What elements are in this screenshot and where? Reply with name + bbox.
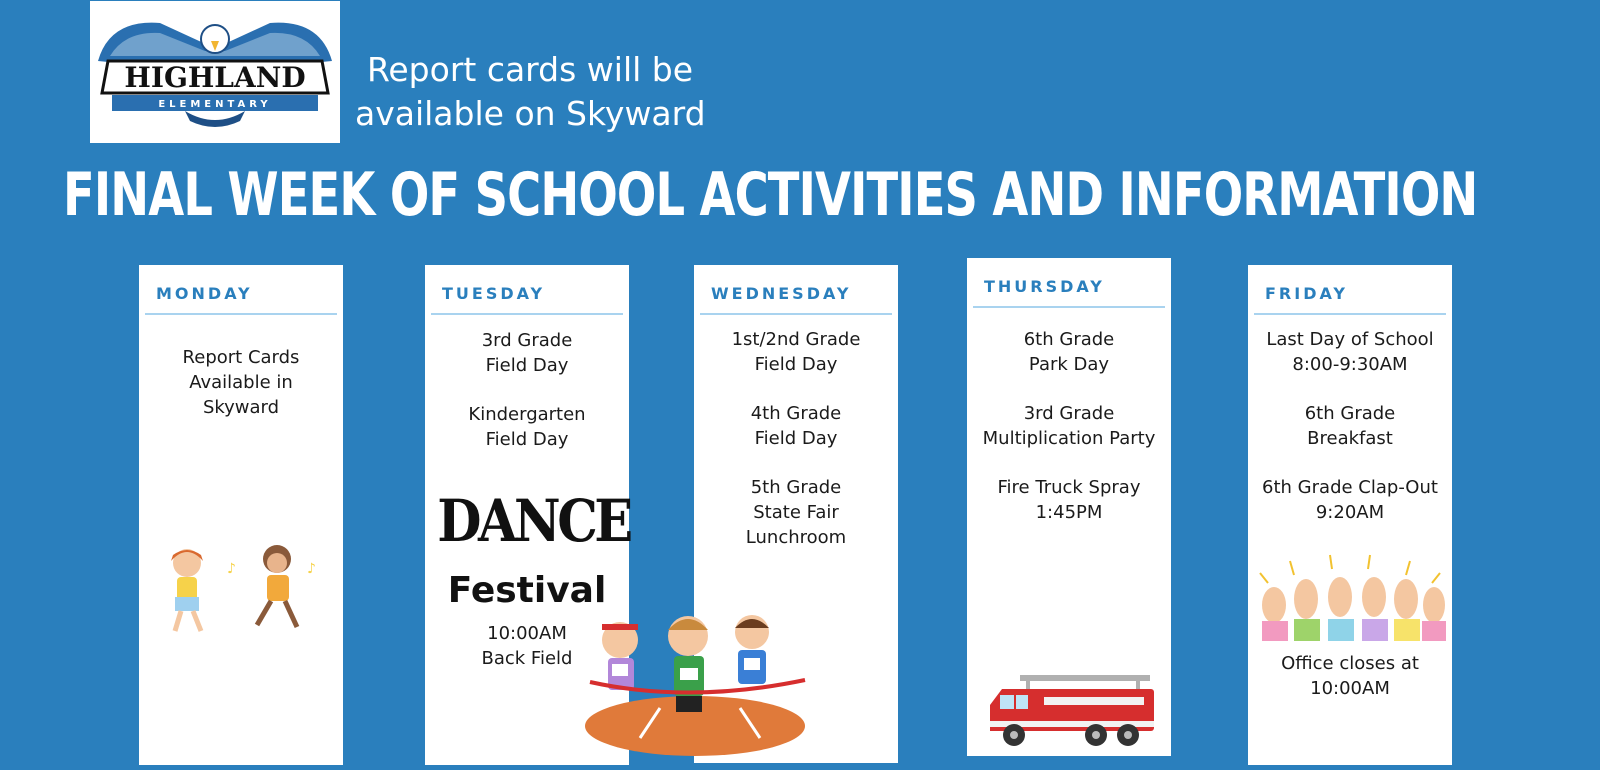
event-list [967,327,1171,549]
event-list [1248,327,1452,549]
event-item: 4th Grade Field Day [750,403,842,449]
event-item: 1st/2nd Grade Field Day [731,329,861,375]
event-item: Report Cards Available in Skyward [182,347,300,418]
svg-text:♪: ♪ [307,561,316,577]
event-item: Last Day of School 8:00-9:30AM [1266,329,1434,375]
divider [973,306,1165,308]
divider [700,313,892,315]
logo-subtitle: ELEMENTARY [158,99,272,110]
day-label: MONDAY [156,284,253,303]
event-item: Kindergarten Field Day [468,404,586,450]
day-card-thursday [967,258,1171,756]
fire-truck-icon [986,671,1158,749]
day-label: FRIDAY [1265,284,1348,303]
logo-name: HIGHLAND [124,61,306,94]
event-list [139,345,343,444]
page-title: FINAL WEEK OF SCHOOL ACTIVITIES AND INFORMATION [63,160,1478,230]
eagle-logo-icon [90,1,340,143]
event-list [694,327,898,574]
day-label: WEDNESDAY [711,284,852,303]
dance-time: 10:00AM [487,623,567,644]
event-item: Fire Truck Spray 1:45PM [997,477,1141,523]
day-label: THURSDAY [984,277,1105,296]
event-list [425,328,629,476]
office-closing-text: Office closes at 10:00AM [1281,653,1419,699]
event-item: 3rd Grade Field Day [481,330,573,376]
dancing-kids-icon [157,543,327,643]
divider [145,313,337,315]
school-logo [90,1,340,143]
day-label: TUESDAY [442,284,546,303]
office-closing [1248,651,1452,725]
event-item: 3rd Grade Multiplication Party [982,403,1156,449]
dance-festival-subtitle: Festival [447,570,607,611]
clapping-hands-icon [1250,553,1450,645]
event-item: 6th Grade Breakfast [1304,403,1396,449]
event-item: 5th Grade State Fair Lunchroom [745,477,847,548]
divider [1254,313,1446,315]
day-card-friday [1248,265,1452,765]
event-item: 6th Grade Park Day [1023,329,1115,375]
dance-festival-title: DANCE [437,487,630,555]
notice-line-1: Report cards will be [366,50,694,89]
divider [431,313,623,315]
report-card-notice [355,48,705,136]
day-card-monday [139,265,343,765]
event-item: 6th Grade Clap-Out 9:20AM [1262,477,1438,523]
running-kids-icon [580,608,810,768]
dance-place: Back Field [481,648,573,669]
notice-line-2: available on Skyward [355,94,706,133]
svg-text:♪: ♪ [227,561,236,577]
